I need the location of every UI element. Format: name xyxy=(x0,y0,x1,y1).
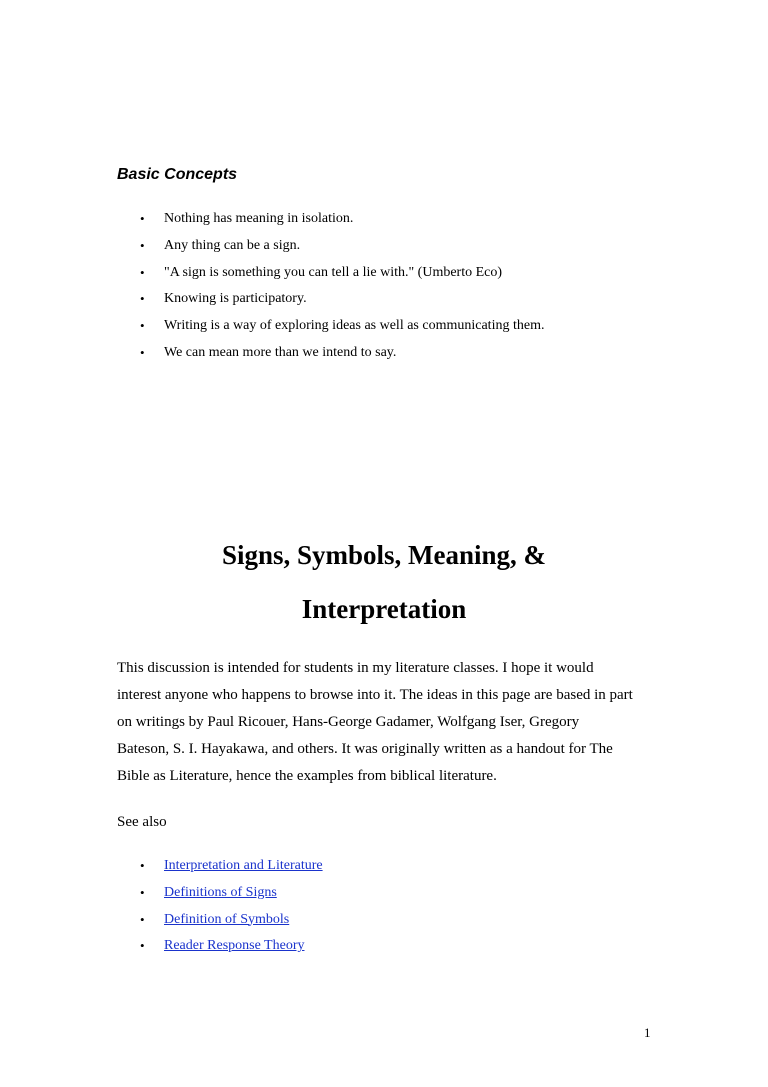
link-definition-of-symbols[interactable]: Definition of Symbols xyxy=(164,911,290,927)
bullet-icon: • xyxy=(140,318,145,334)
page-title-line-2: Interpretation xyxy=(301,594,467,624)
bullet-icon: • xyxy=(140,237,145,253)
bullet-icon: • xyxy=(140,911,145,927)
intro-paragraph xyxy=(117,658,657,793)
bullet-icon: • xyxy=(140,884,145,900)
list-item xyxy=(117,263,544,290)
intro-line: interest anyone who happens to browse into it. The ideas in this page are based in part xyxy=(117,687,633,703)
list-item xyxy=(117,289,544,316)
see-also-links-list xyxy=(117,856,323,963)
list-item xyxy=(117,936,323,963)
list-item-text: We can mean more than we intend to say. xyxy=(164,344,397,360)
list-item-text: Knowing is participatory. xyxy=(164,291,307,307)
list-item-text: Nothing has meaning in isolation. xyxy=(164,211,354,226)
list-item xyxy=(117,856,323,883)
bullet-icon: • xyxy=(140,211,145,226)
link-definitions-of-signs[interactable]: Definitions of Signs xyxy=(164,884,277,900)
bullet-icon: • xyxy=(140,264,145,280)
intro-line: on writings by Paul Ricouer, Hans-George Gadamer, Wolfgang Iser, Gregory xyxy=(117,714,580,730)
link-reader-response-theory[interactable]: Reader Response Theory xyxy=(164,938,305,954)
link-interpretation-and-literature[interactable]: Interpretation and Literature xyxy=(164,858,323,873)
bullet-icon: • xyxy=(140,344,145,360)
bullet-icon: • xyxy=(140,291,145,307)
section-heading-basic-concepts: Basic Concepts xyxy=(117,166,238,183)
list-item xyxy=(117,316,544,343)
list-item xyxy=(117,209,544,236)
see-also-label: See also xyxy=(117,814,167,830)
basic-concepts-list xyxy=(117,209,544,370)
page-title-line-1: Signs, Symbols, Meaning, & xyxy=(221,540,547,570)
bullet-icon: • xyxy=(140,858,145,873)
list-item xyxy=(117,343,544,370)
bullet-icon: • xyxy=(140,938,145,954)
list-item xyxy=(117,236,544,263)
list-item-text: Writing is a way of exploring ideas as well as communicating them. xyxy=(164,318,545,334)
list-item-text: Any thing can be a sign. xyxy=(164,237,301,253)
intro-line: Bible as Literature, hence the examples from biblical literature. xyxy=(117,768,497,784)
intro-line: This discussion is intended for students in my literature classes. I hope it would xyxy=(117,660,594,676)
list-item-text: "A sign is something you can tell a lie with." (Umberto Eco) xyxy=(164,264,503,280)
page-number: 1 xyxy=(644,1025,651,1040)
list-item xyxy=(117,883,323,910)
intro-line: Bateson, S. I. Hayakawa, and others. It was originally written as a handout for The xyxy=(117,741,613,757)
list-item xyxy=(117,910,323,937)
